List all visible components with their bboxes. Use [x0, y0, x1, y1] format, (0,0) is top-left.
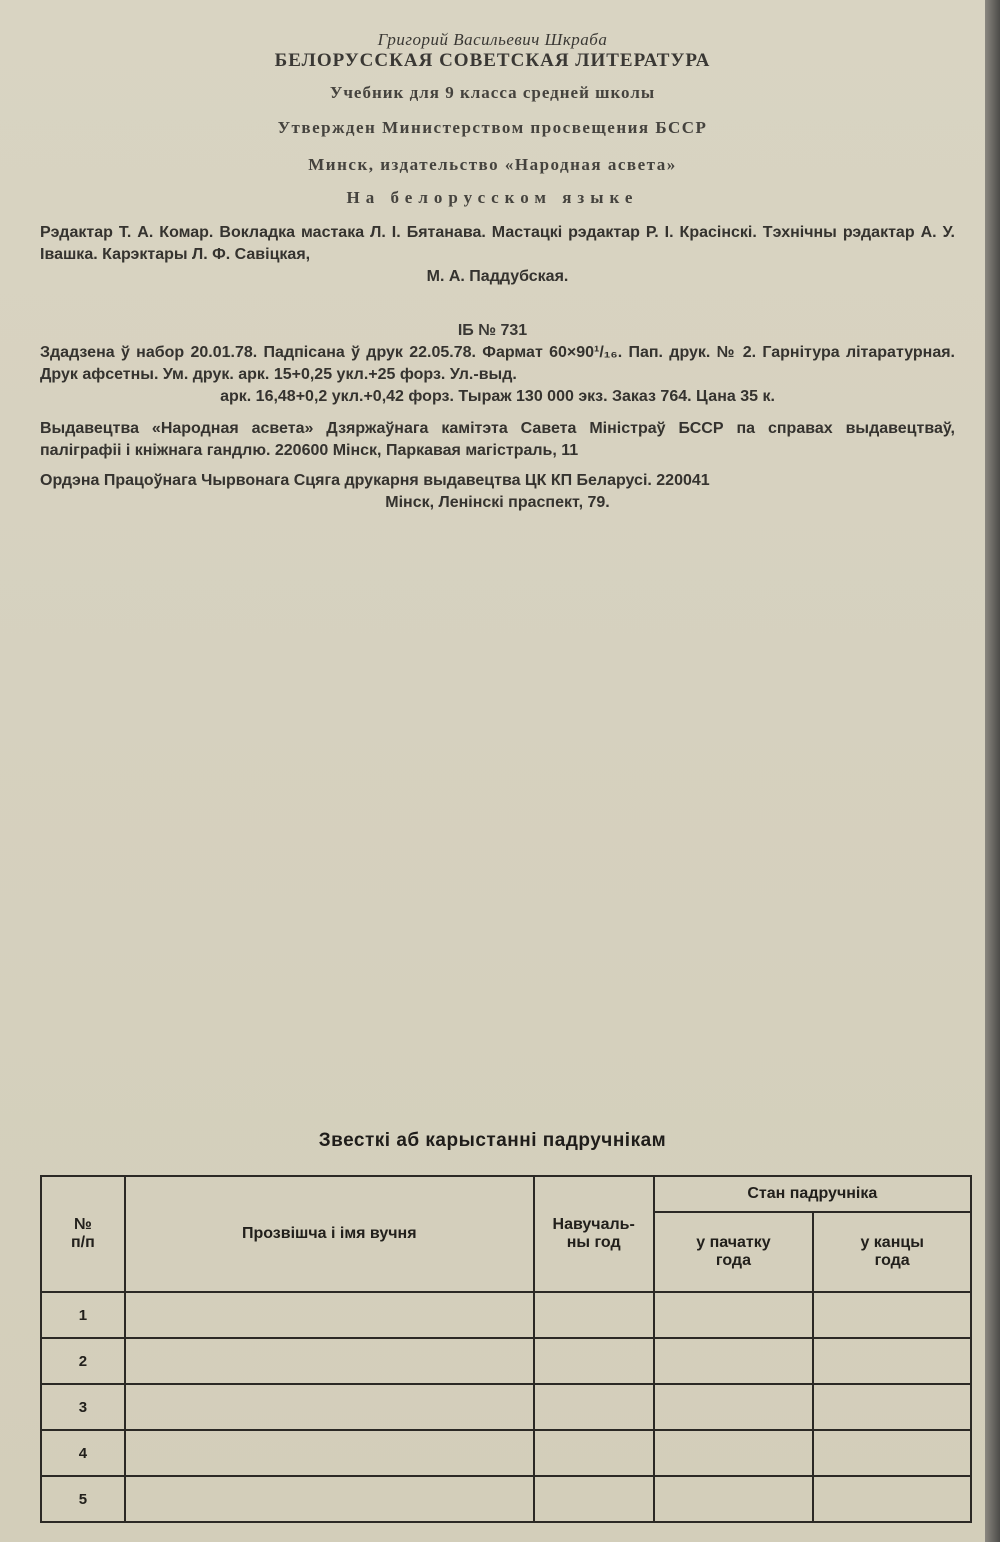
header-student-name: Прозвішча і імя вучня: [125, 1176, 534, 1292]
header-condition: Стан падручніка: [654, 1176, 971, 1212]
student-name-cell[interactable]: [125, 1476, 534, 1522]
credits-block: [40, 222, 955, 288]
header-start-l1: у пачатку: [696, 1234, 771, 1251]
header-school-year-l1: Навучаль-: [552, 1216, 635, 1233]
row-number: 3: [41, 1384, 125, 1430]
publishing-house-info: Выдавецтва «Народная асвета» Дзяржаўнага камітэта Савета Міністраў БССР па справах выдавецтваў, паліграфіі і кніжнага гандлю. 220600 Мінск, Паркавая магістраль, 11: [40, 420, 955, 459]
book-subtitle: Учебник для 9 класса средней школы: [329, 83, 656, 102]
start-condition-cell[interactable]: [654, 1292, 814, 1338]
usage-table-title: Звесткі аб карыстанні падручнікам: [318, 1130, 667, 1151]
approval-note: Утвержден Министерством просвещения БССР: [277, 118, 708, 137]
row-number: 1: [41, 1292, 125, 1338]
table-row: [41, 1476, 971, 1522]
header-number-symbol: №: [73, 1216, 92, 1233]
print-info-text-end: арк. 16,48+0,2 укл.+0,42 форз. Тыраж 130 000 экз. Заказ 764. Цана 35 к.: [220, 388, 775, 405]
start-condition-cell[interactable]: [654, 1338, 814, 1384]
header-end-of-year: [813, 1212, 971, 1292]
header-start-of-year: [654, 1212, 814, 1292]
end-condition-cell[interactable]: [813, 1384, 971, 1430]
school-year-cell[interactable]: [534, 1338, 654, 1384]
school-year-cell[interactable]: [534, 1292, 654, 1338]
row-number: 4: [41, 1430, 125, 1476]
start-condition-cell[interactable]: [654, 1430, 814, 1476]
credits-text-end: М. А. Паддубская.: [426, 268, 569, 285]
end-condition-cell[interactable]: [813, 1476, 971, 1522]
author-name: Григорий Васильевич Шкраба: [377, 30, 608, 49]
student-name-cell[interactable]: [125, 1292, 534, 1338]
language-note: На белорусском языке: [346, 188, 639, 207]
publisher-line: Минск, издательство «Народная асвета»: [308, 155, 677, 174]
ib-number: ІБ № 731: [457, 322, 528, 339]
table-row: [41, 1384, 971, 1430]
page-edge-shadow: [985, 0, 1000, 1542]
table-row: [41, 1292, 971, 1338]
header-end-l2: года: [874, 1252, 910, 1269]
header-end-l1: у канцы: [860, 1234, 924, 1251]
school-year-cell[interactable]: [534, 1476, 654, 1522]
school-year-cell[interactable]: [534, 1384, 654, 1430]
credits-text: Рэдактар Т. А. Комар. Вокладка мастака Л. І. Бятанава. Мастацкі рэдактар Р. І. Красінскі. Тэхнічны рэдактар А. У. Івашка. Карэктары Л. Ф. Савіцкая,: [40, 224, 955, 263]
row-number: 5: [41, 1476, 125, 1522]
row-number: 2: [41, 1338, 125, 1384]
printery-text: Ордэна Працоўнага Чырвонага Сцяга друкарня выдавецтва ЦК КП Беларусі. 220041: [40, 472, 710, 489]
student-name-cell[interactable]: [125, 1384, 534, 1430]
header-number-abbr: п/п: [71, 1234, 95, 1251]
print-info-text: Здадзена ў набор 20.01.78. Падпісана ў друк 22.05.78. Фармат 60×90¹/₁₆. Пап. друк. № 2. Гарнітура літаратурная. Друк афсетны. Ум. друк. арк. 15+0,25 укл.+25 форз. Ул.-выд.: [40, 344, 955, 383]
header-school-year-l2: ны год: [566, 1234, 621, 1251]
student-name-cell[interactable]: [125, 1338, 534, 1384]
book-title: БЕЛОРУССКАЯ СОВЕТСКАЯ ЛИТЕРАТУРА: [274, 50, 711, 71]
printery-block: [40, 470, 955, 514]
end-condition-cell[interactable]: [813, 1292, 971, 1338]
end-condition-cell[interactable]: [813, 1430, 971, 1476]
table-row: [41, 1430, 971, 1476]
start-condition-cell[interactable]: [654, 1476, 814, 1522]
table-row: [41, 1338, 971, 1384]
start-condition-cell[interactable]: [654, 1384, 814, 1430]
header-school-year: [534, 1176, 654, 1292]
school-year-cell[interactable]: [534, 1430, 654, 1476]
print-info-block: [40, 342, 955, 408]
header-number: [41, 1176, 125, 1292]
end-condition-cell[interactable]: [813, 1338, 971, 1384]
printery-address: Мінск, Ленінскі праспект, 79.: [385, 494, 610, 511]
header-start-l2: года: [715, 1252, 751, 1269]
student-name-cell[interactable]: [125, 1430, 534, 1476]
usage-table: [40, 1175, 972, 1523]
